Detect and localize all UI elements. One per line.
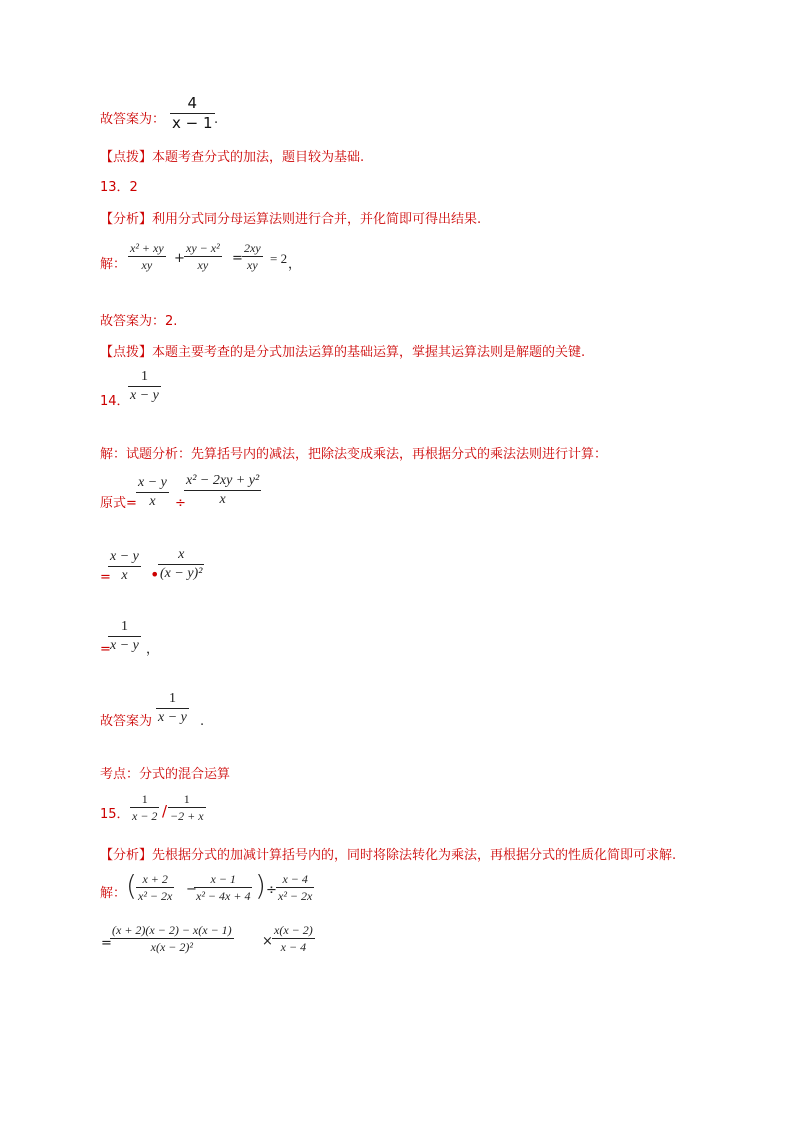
slash: / [162,802,168,820]
denominator: x [219,492,226,507]
times-sign: × [262,934,273,949]
numerator: x − 4 [282,872,308,886]
denominator: xy [141,258,153,272]
answer-13: 故答案为：2. [100,314,178,329]
answer-14-fraction [128,370,161,403]
fraction-1 [110,924,234,953]
denominator: x − y [130,388,159,403]
numerator: x − y [138,475,167,490]
answer-fraction [170,96,215,131]
solution-14-intro: 解：试题分析：先算括号内的减法，把除法变成乘法，再根据分式的乘法法则进行计算： [100,447,608,462]
fraction-1 [136,476,169,509]
fraction-3 [276,873,314,902]
fraction-1 [128,242,166,271]
minus-sign: − [186,882,197,897]
fraction-2 [158,548,204,581]
numerator: 1 [140,369,148,384]
numerator: x² − 2xy + y² [186,473,260,488]
answer-prefix: 故答案为： [100,112,166,127]
denominator: x − 2 [132,809,158,823]
fraction-1 [108,550,141,583]
numerator: x + 2 [142,872,168,886]
denominator: x − 1 [172,114,213,132]
denominator: x² − 2x [138,889,173,903]
open-paren: ( [126,869,137,902]
numerator: x − 1 [210,872,236,886]
answer-14-prefix: 故答案为 [100,714,153,729]
fraction-1 [136,873,174,902]
comma: ， [146,642,160,657]
denominator: xy [197,258,209,272]
divide-sign: ÷ [266,883,277,898]
denominator: x − y [158,710,187,725]
denominator: −2 + x [170,809,204,823]
fraction-1 [130,793,159,822]
numerator: xy − x² [186,241,220,255]
original-expression-prefix: 原式= [100,496,137,511]
question-14-label: 14． [100,394,130,409]
tip-13: 【点拨】本题考查分式的加法，题目较为基础. [100,150,365,165]
numerator: x [178,547,185,562]
question-13-answer: 13．2 [100,180,138,195]
analysis-13: 【分析】利用分式同分母运算法则进行合并，并化简即可得出结果. [100,212,482,227]
numerator: 2xy [244,241,261,255]
denominator: x − y [110,638,139,653]
denominator: x² − 4x + 4 [196,889,251,903]
result-fraction [108,620,141,653]
fraction-2 [168,793,206,822]
equals-prefix: = [100,642,111,657]
period: . [200,714,205,729]
question-15-label: 15． [100,807,130,822]
equals-prefix: = [101,936,112,951]
denominator: xy [247,258,258,272]
result: = 2 [270,251,288,266]
answer-14-final-fraction [156,692,189,725]
numerator: 1 [120,619,128,634]
period: . [214,112,219,127]
denominator: x(x − 2)² [150,940,193,954]
topic-label: 考点：分式的混合运算 [100,767,231,782]
denominator: (x − y)² [160,566,203,581]
denominator: x [149,494,156,509]
close-paren: ) [255,869,266,902]
equals-sign: = [232,251,243,266]
denominator: x² − 2x [278,889,313,903]
plus-sign: + [174,251,185,266]
numerator: x − y [110,549,139,564]
solution-prefix: 解： [100,257,127,272]
numerator: x(x − 2) [274,923,313,937]
numerator: 1 [141,792,148,806]
equals-prefix: = [100,570,111,585]
numerator: 1 [168,691,176,706]
tip-13b: 【点拨】本题主要考查的是分式加法运算的基础运算，掌握其运算法则是解题的关键. [100,345,586,360]
fraction-3 [242,242,263,271]
fraction-2 [184,474,261,507]
divide-sign: ÷ [175,496,186,511]
numerator: x² + xy [130,241,164,255]
multiply-dot: • [150,565,160,584]
denominator: x [121,568,128,583]
comma: ， [288,257,302,272]
numerator: (x + 2)(x − 2) − x(x − 1) [112,923,232,937]
numerator: 1 [183,792,190,806]
fraction-2 [272,924,315,953]
denominator: x − 4 [280,940,307,954]
analysis-15: 【分析】先根据分式的加减计算括号内的，同时将除法转化为乘法，再根据分式的性质化简即可求解. [100,848,677,863]
fraction-2 [194,873,252,902]
solution-15-prefix: 解： [100,886,127,901]
fraction-2 [184,242,222,271]
numerator: 4 [187,94,198,112]
